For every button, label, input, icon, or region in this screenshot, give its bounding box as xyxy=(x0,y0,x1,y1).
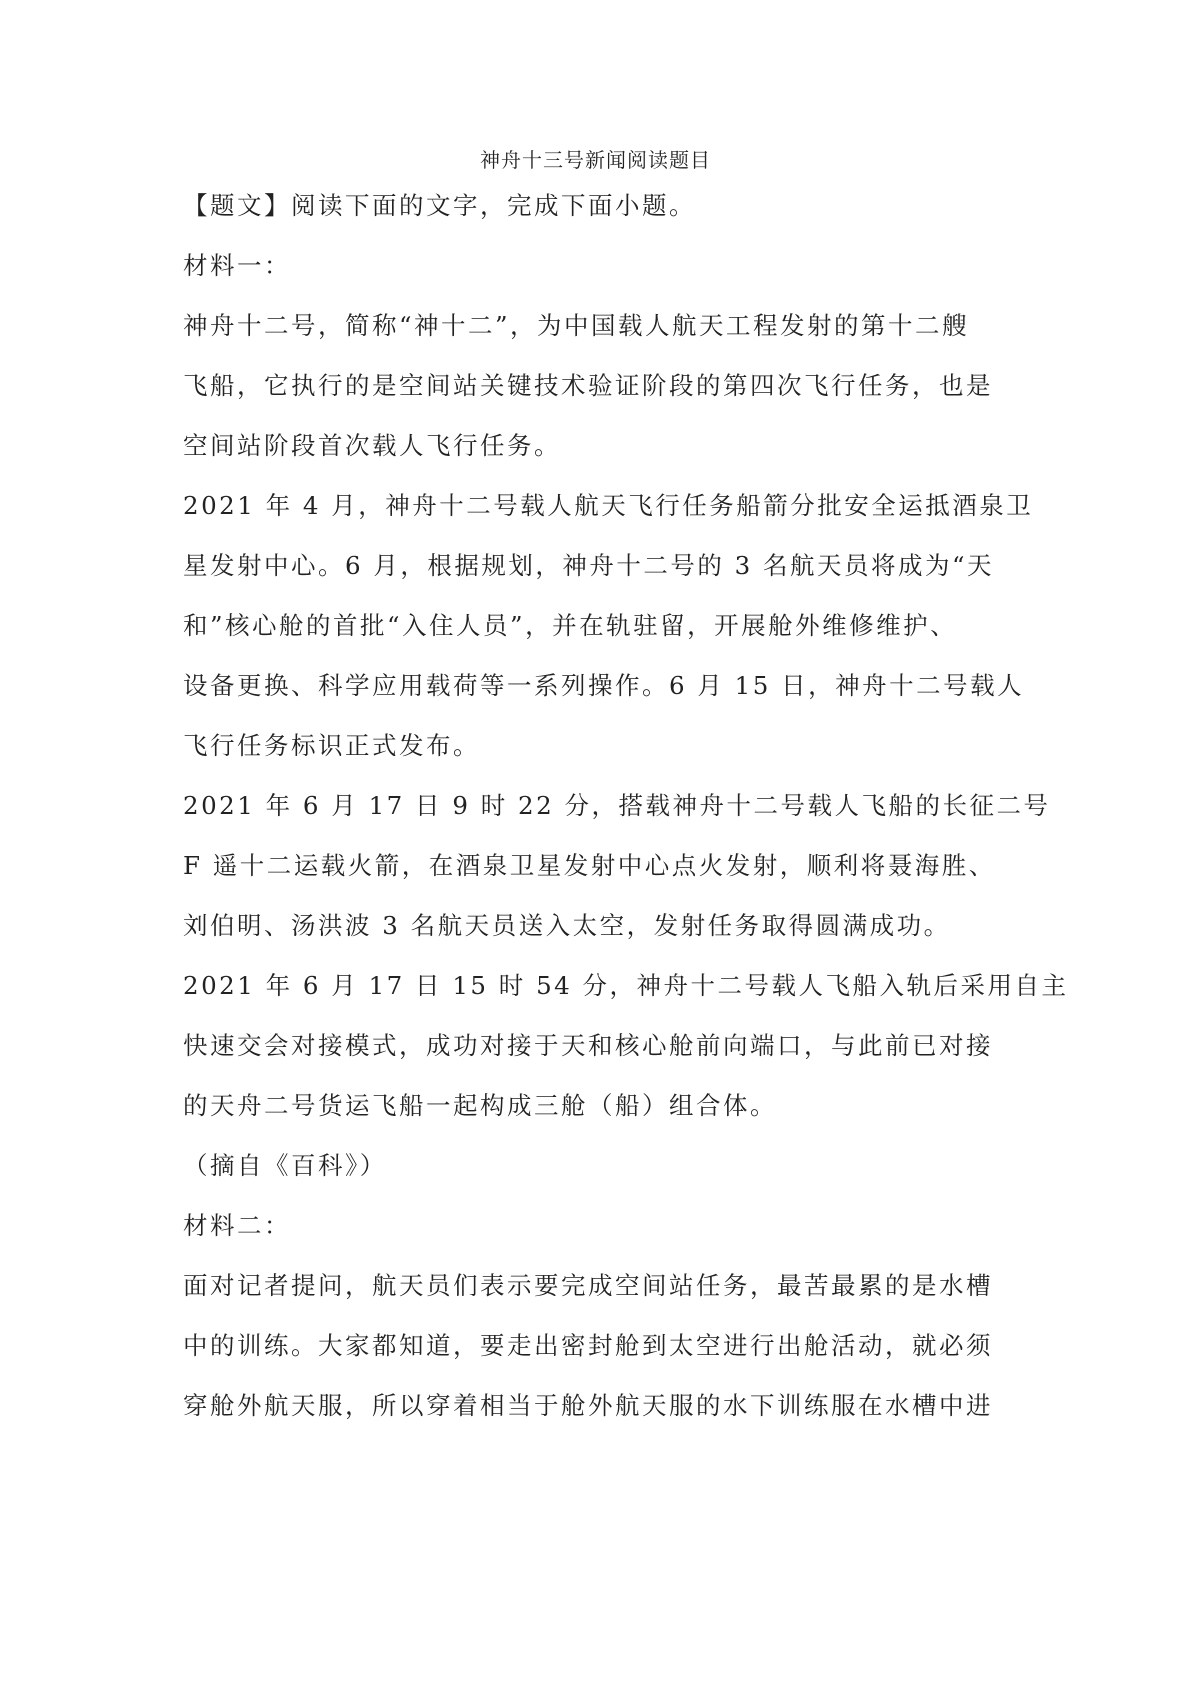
paragraph-line: 神舟十二号，简称“神十二”，为中国载人航天工程发射的第十二艘 xyxy=(183,311,970,340)
paragraph-line: 2021 年 4 月，神舟十二号载人航天飞行任务船箭分批安全运抵酒泉卫 xyxy=(183,491,1034,520)
paragraph-line: 的天舟二号货运飞船一起构成三舱（船）组合体。 xyxy=(183,1091,777,1120)
paragraph-line: 2021 年 6 月 17 日 15 时 54 分，神舟十二号载人飞船入轨后采用自主 xyxy=(183,971,1069,1000)
paragraph-line: 飞船，它执行的是空间站关键技术验证阶段的第四次飞行任务，也是 xyxy=(183,371,993,400)
paragraph-line: 飞行任务标识正式发布。 xyxy=(183,731,480,760)
paragraph-line: 和”核心舱的首批“入住人员”，并在轨驻留，开展舱外维修维护、 xyxy=(183,611,958,640)
paragraph-line: 星发射中心。6 月，根据规划，神舟十二号的 3 名航天员将成为“天 xyxy=(183,551,995,580)
paragraph-line: 快速交会对接模式，成功对接于天和核心舱前向端口，与此前已对接 xyxy=(183,1031,993,1060)
paragraph-line: 中的训练。大家都知道，要走出密封舱到太空进行出舱活动，就必须 xyxy=(183,1331,993,1360)
paragraph-line: 穿舱外航天服，所以穿着相当于舱外航天服的水下训练服在水槽中进 xyxy=(183,1391,993,1420)
document-title: 神舟十三号新闻阅读题目 xyxy=(480,148,711,172)
material-heading: 材料一： xyxy=(183,251,291,280)
paragraph-line: 空间站阶段首次载人飞行任务。 xyxy=(183,431,561,460)
paragraph-line: 设备更换、科学应用载荷等一系列操作。6 月 15 日，神舟十二号载人 xyxy=(183,671,1025,700)
material-heading: 材料二： xyxy=(183,1211,291,1240)
question-prompt: 【题文】阅读下面的文字，完成下面小题。 xyxy=(183,191,696,220)
paragraph-line: 刘伯明、汤洪波 3 名航天员送入太空，发射任务取得圆满成功。 xyxy=(183,911,951,940)
paragraph-line: 2021 年 6 月 17 日 9 时 22 分，搭载神舟十二号载人飞船的长征二号 xyxy=(183,791,1051,820)
source-citation: （摘自《百科》） xyxy=(183,1151,387,1180)
paragraph-line: F 遥十二运载火箭，在酒泉卫星发射中心点火发射，顺利将聂海胜、 xyxy=(183,851,996,880)
document-body xyxy=(183,176,1069,1436)
paragraph-line: 面对记者提问，航天员们表示要完成空间站任务，最苦最累的是水槽 xyxy=(183,1271,993,1300)
